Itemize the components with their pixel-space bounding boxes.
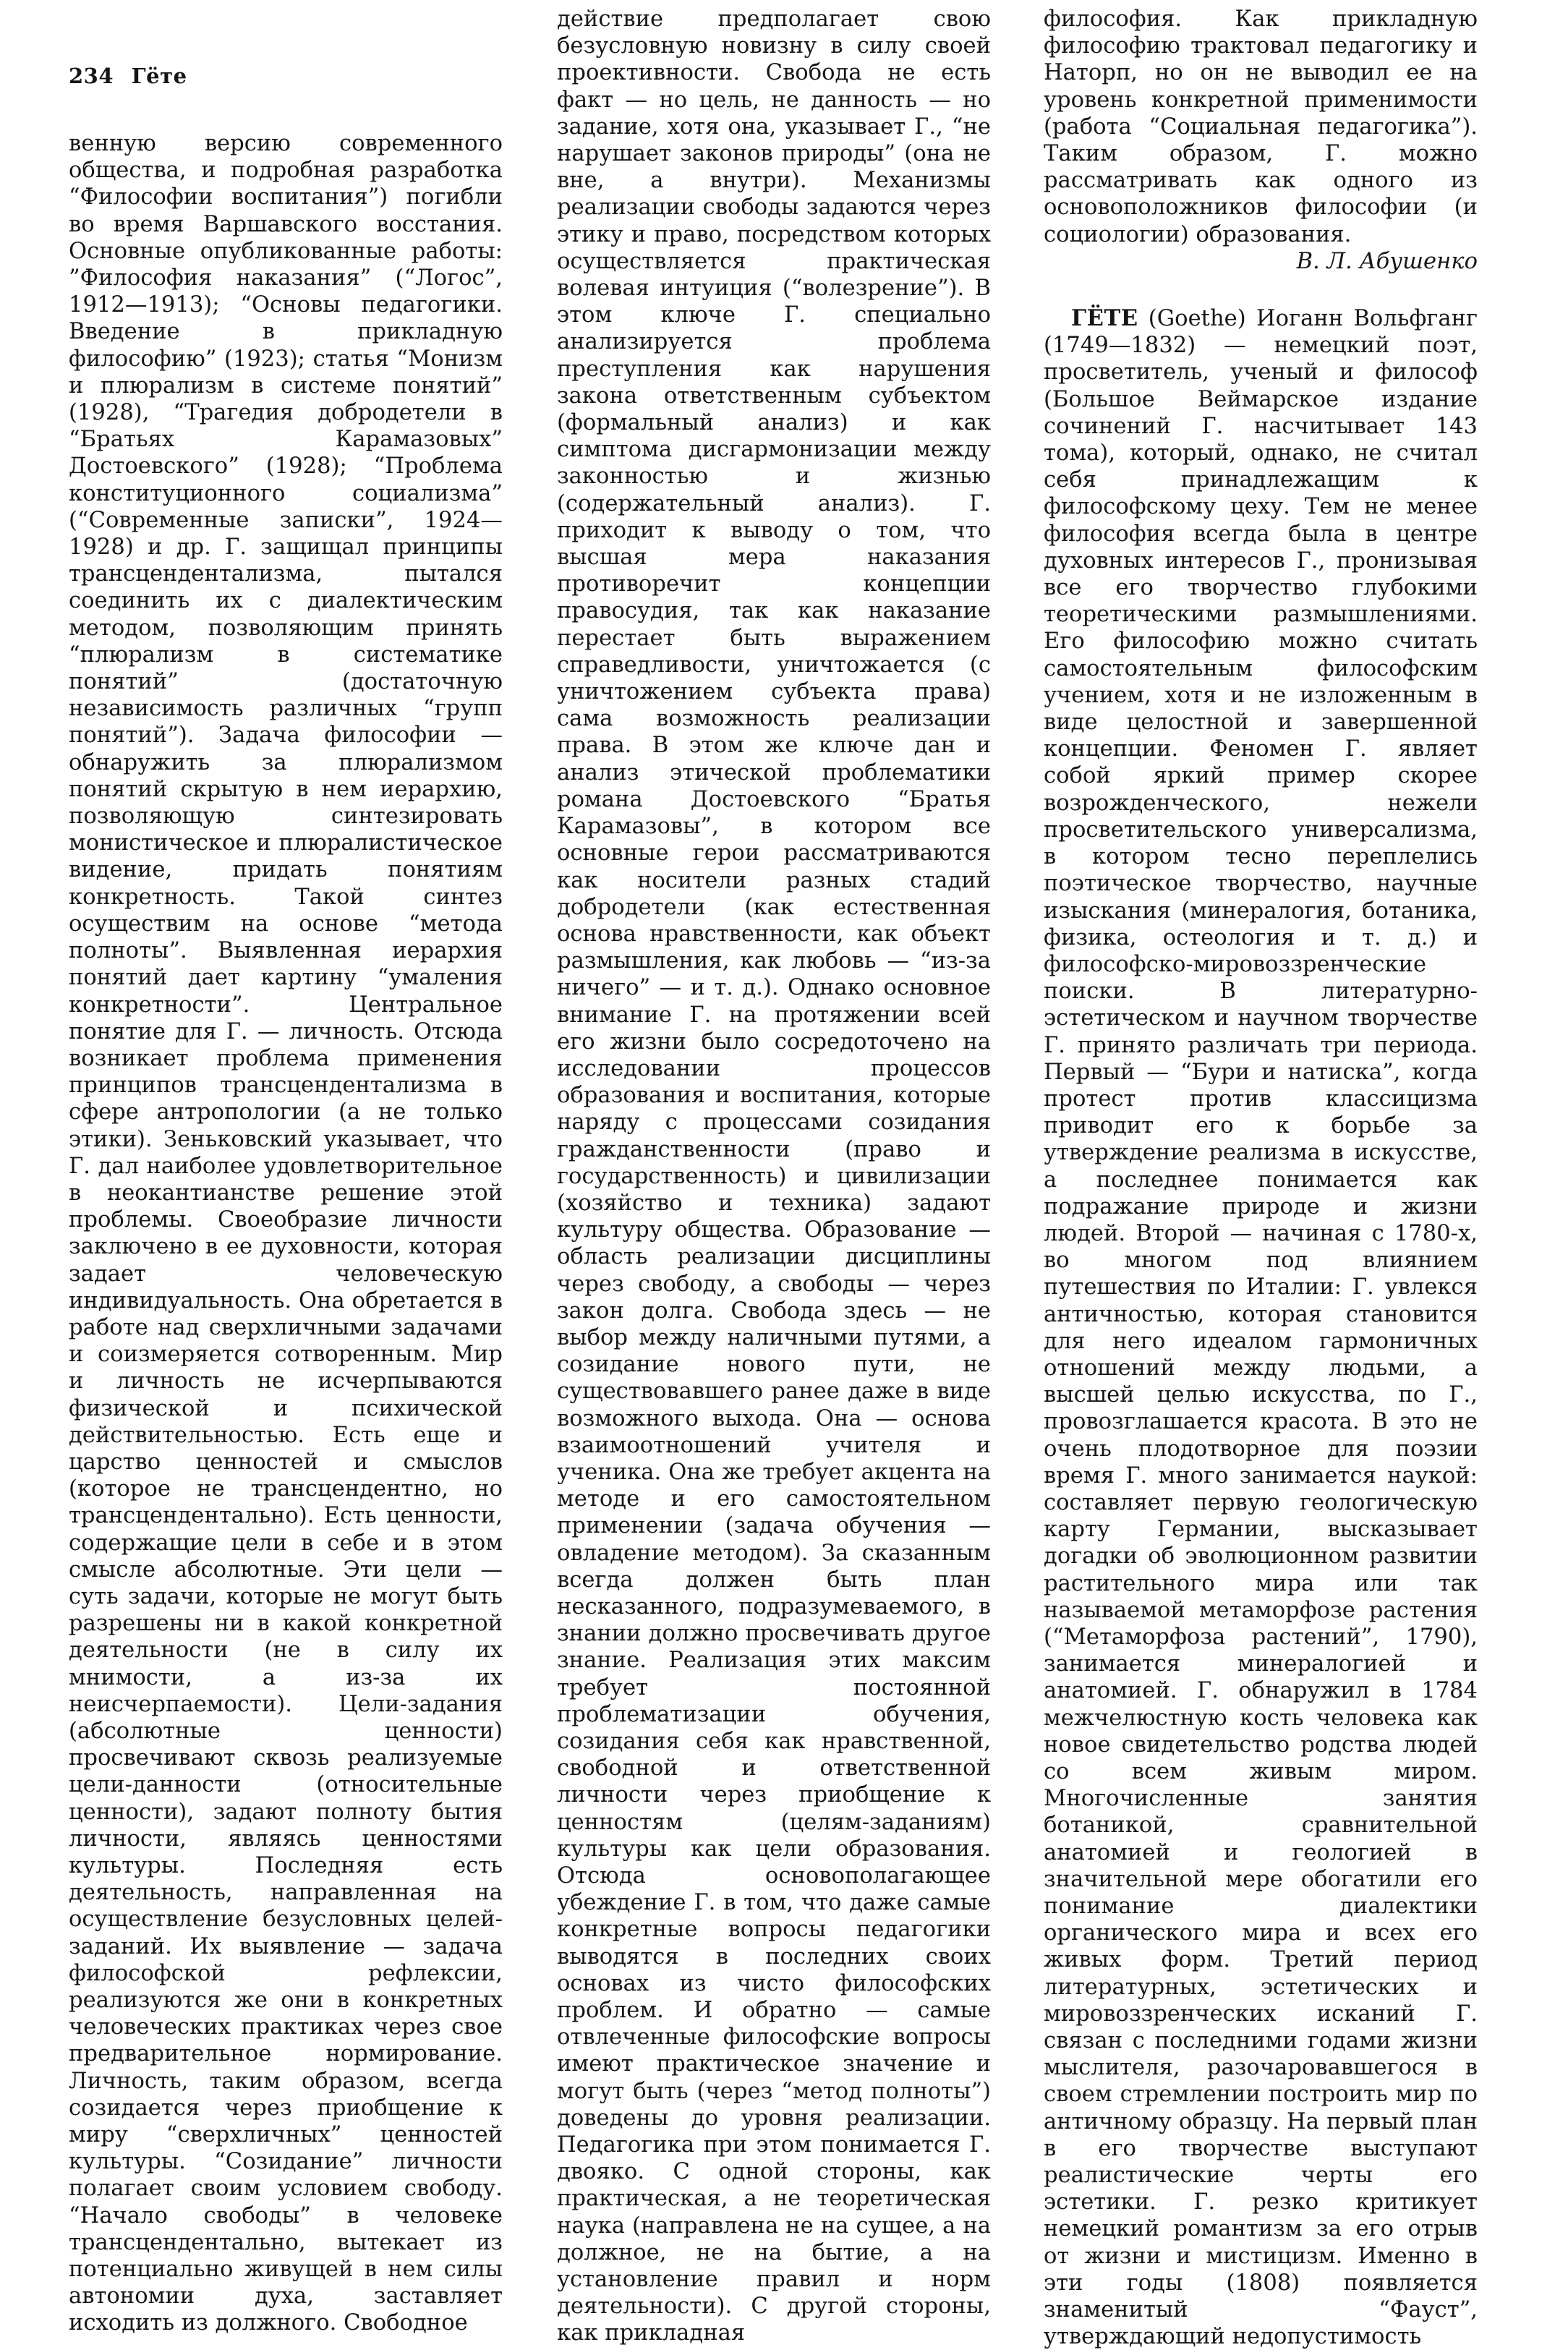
entry-goethe [1044,305,1478,2350]
author-signature: В. Л. Абушенко [1296,248,1478,274]
middle-column [557,6,991,2346]
previous-entry-continuation: философия. Как прикладную философию трактовал педагогику и Наторп, но он не выводил ее на уровень конкретной применимости (работа “Социальная педагогика”). Таким образом, Г. можно рассматривать как одного из основоположников философии (и социологии) образования. [1044,7,1478,247]
running-header [69,64,187,88]
middle-column-text: действие предполагает свою безусловную новизну в силу своей проективности. Свобода не есть факт — но цель, не данность — но задание, хотя она, указывает Г., “не нарушает законов природы” (она не вне, а внутри). Механизмы реализации свободы задаются через этику и право, посредством которых осуществляется практическая волевая интуиция (“волезрение”). В этом ключе Г. специально анализируется проблема преступления как нарушения закона ответственным субъектом (формальный анализ) и как симптома дисгармонизации между законностью и жизнью (содержательный анализ). Г. приходит к выводу о том, что высшая мера наказания противоречит концепции правосудия, так как наказание перестает быть выражением справедливости, уничтожается (с уничтожением субъекта права) сама возможность реализации права. В этом же ключе дан и анализ этической проблематики романа Достоевского “Братья Карамазовы”, в котором все основные герои рассматриваются как носители разных стадий добродетели (как естественная основа нравственности, как объект размышления, как любовь — “из-за ничего” — и т. д.). Однако основное внимание Г. на протяжении всей его жизни было сосредоточено на исследовании процессов образования и воспитания, которые наряду с процессами созидания гражданственности (право и государственность) и цивилизации (хозяйство и техника) задают культуру общества. Образование — область реализации дисциплины через свободу, а свободы — через закон долга. Свобода здесь — не выбор между наличными путями, а созидание нового пути, не существовавшего ранее даже в виде возможного выхода. Она — основа взаимоотношений учителя и ученика. Она же требует акцента на методе и его самостоятельном применении (задача обучения — овладение методом). За сказанным всегда должен быть план несказанного, подразумеваемого, в знании должно просвечивать другое знание. Реализация этих максим требует постоянной проблематизации обучения, созидания себя как нравственной, свободной и ответственной личности через приобщение к ценностям (целям-заданиям) культуры как цели образования. Отсюда основополагающее убеждение Г. в том, что даже самые конкретные вопросы педагогики выводятся в последних своих основах из чисто философских проблем. И обратно — самые отвлеченные философские вопросы имеют практическое значение и могут быть (через “метод полноты”) доведены до уровня реализации. Педагогика при этом понимается Г. двояко. С одной стороны, как практическая, а не теоретическая наука (направлена не на сущее, а на должное, не на бытие, а на установление правил и норм деятельности). С другой стороны, как прикладная [557,7,991,2346]
entry-headword: ГЁТЕ [1071,305,1138,332]
right-column [1044,6,1478,2350]
page-number: 234 [69,64,114,88]
left-column [69,130,503,2336]
entry-text: (Goethe) Иоганн Вольфганг (1749—1832) — немецкий поэт, просветитель, ученый и философ (Большое Веймарское издание сочинений Г. насчитывает 143 тома), который, однако, не считал себя принадлежащим к философскому цеху. Тем не менее философия всегда была в центре духовных интересов Г., пронизывая все его творчество глубокими теоретическими размышлениями. Его философию можно считать самостоятельным философским учением, хотя и не изложенным в виде целостной и завершенной концепции. Феномен Г. являет собой яркий пример скорее возрожденческого, нежели просветительского универсализма, в котором тесно переплелись поэтическое творчество, научные изыскания (минералогия, ботаника, физика, остеология и т. д.) и философско-мировоззренческие поиски. В литературно-эстетическом и научном творчестве Г. принято различать три периода. Первый — “Бури и натиска”, когда протест против классицизма приводит его к борьбе за утверждение реализма в искусстве, а последнее понимается как подражание природе и жизни людей. Второй — начиная с 1780-х, во многом под влиянием путешествия по Италии: Г. увлекся античностью, которая становится для него идеалом гармоничных отношений между людьми, а высшей целью искусства, по Г., провозглашается красота. В это не очень плодотворное для поэзии время Г. много занимается наукой: составляет первую геологическую карту Германии, высказывает догадки об эволюционном развитии растительного мира или так называемой метаморфозе растения (“Метаморфоза растений”, 1790), занимается минералогией и анатомией. Г. обнаружил в 1784 межчелюстную кость человека как новое свидетельство родства людей со всем живым миром. Многочисленные занятия ботаникой, сравнительной анатомией и геологией в значительной мере обогатили его понимание диалектики органического мира и всех его живых форм. Третий период литературных, эстетических и мировоззренческих исканий Г. связан с последними годами жизни мыслителя, разочаровавшегося в своем стремлении построить мир по античному образцу. На первый план в его творчестве выступают реалистические черты его эстетики. Г. резко критикует немецкий романтизм за его отрыв от жизни и мистицизм. Именно в эти годы (1808) появляется знаменитый “Фауст”, утверждающий недопустимость [1044,306,1478,2350]
running-title: Гёте [131,64,187,88]
left-column-text: венную версию современного общества, и подробная разработка “Философии воспитания”) погибли во время Варшавского восстания. Основные опубликованные работы: ”Философия наказания” (“Логос”, 1912—1913); “Основы педагогики. Введение в прикладную философию” (1923); статья “Монизм и плюрализм в системе понятий” (1928), “Трагедия добродетели в “Братьях Карамазовых” Достоевского” (1928); “Проблема конституционного социализма” (“Современные записки”, 1924—1928) и др. Г. защищал принципы трансцендентализма, пытался соединить их с диалектическим методом, позволяющим принять “плюрализм в систематике понятий” (достаточную независимость различных “групп понятий”). Задача философии — обнаружить за плюрализмом понятий скрытую в нем иерархию, позволяющую синтезировать монистическое и плюралистическое видение, придать понятиям конкретность. Такой синтез осуществим на основе “метода полноты”. Выявленная иерархия понятий дает картину “умаления конкретности”. Центральное понятие для Г. — личность. Отсюда возникает проблема применения принципов трансцендентализма в сфере антропологии (а не только этики). Зеньковский указывает, что Г. дал наиболее удовлетворительное в неокантианстве решение этой проблемы. Своеобразие личности заключено в ее духовности, которая задает человеческую индивидуальность. Она обретается в работе над сверхличными задачами и соизмеряется сотворенным. Мир и личность не исчерпываются физической и психической действительностью. Есть еще и царство ценностей и смыслов (которое не трансцендентно, но трансцендентально). Есть ценности, содержащие цели в себе и в этом смысле абсолютные. Эти цели — суть задачи, которые не могут быть разрешены ни в какой конкретной деятельности (не в силу их мнимости, а из-за их неисчерпаемости). Цели-задания (абсолютные ценности) просвечивают сквозь реализуемые цели-данности (относительные ценности), задают полноту бытия личности, являясь ценностями культуры. Последняя есть деятельность, направленная на осуществление безусловных целей-заданий. Их выявление — задача философской рефлексии, реализуются же они в конкретных человеческих практиках через свое предварительное нормирование. Личность, таким образом, всегда созидается через приобщение к миру “сверхличных” ценностей культуры. “Созидание” личности полагает своим условием свободу. “Начало свободы” в человеке трансцендентально, вытекает из потенциально живущей в нем силы автономии духа, заставляет исходить из должного. Свободное [69,131,503,2336]
